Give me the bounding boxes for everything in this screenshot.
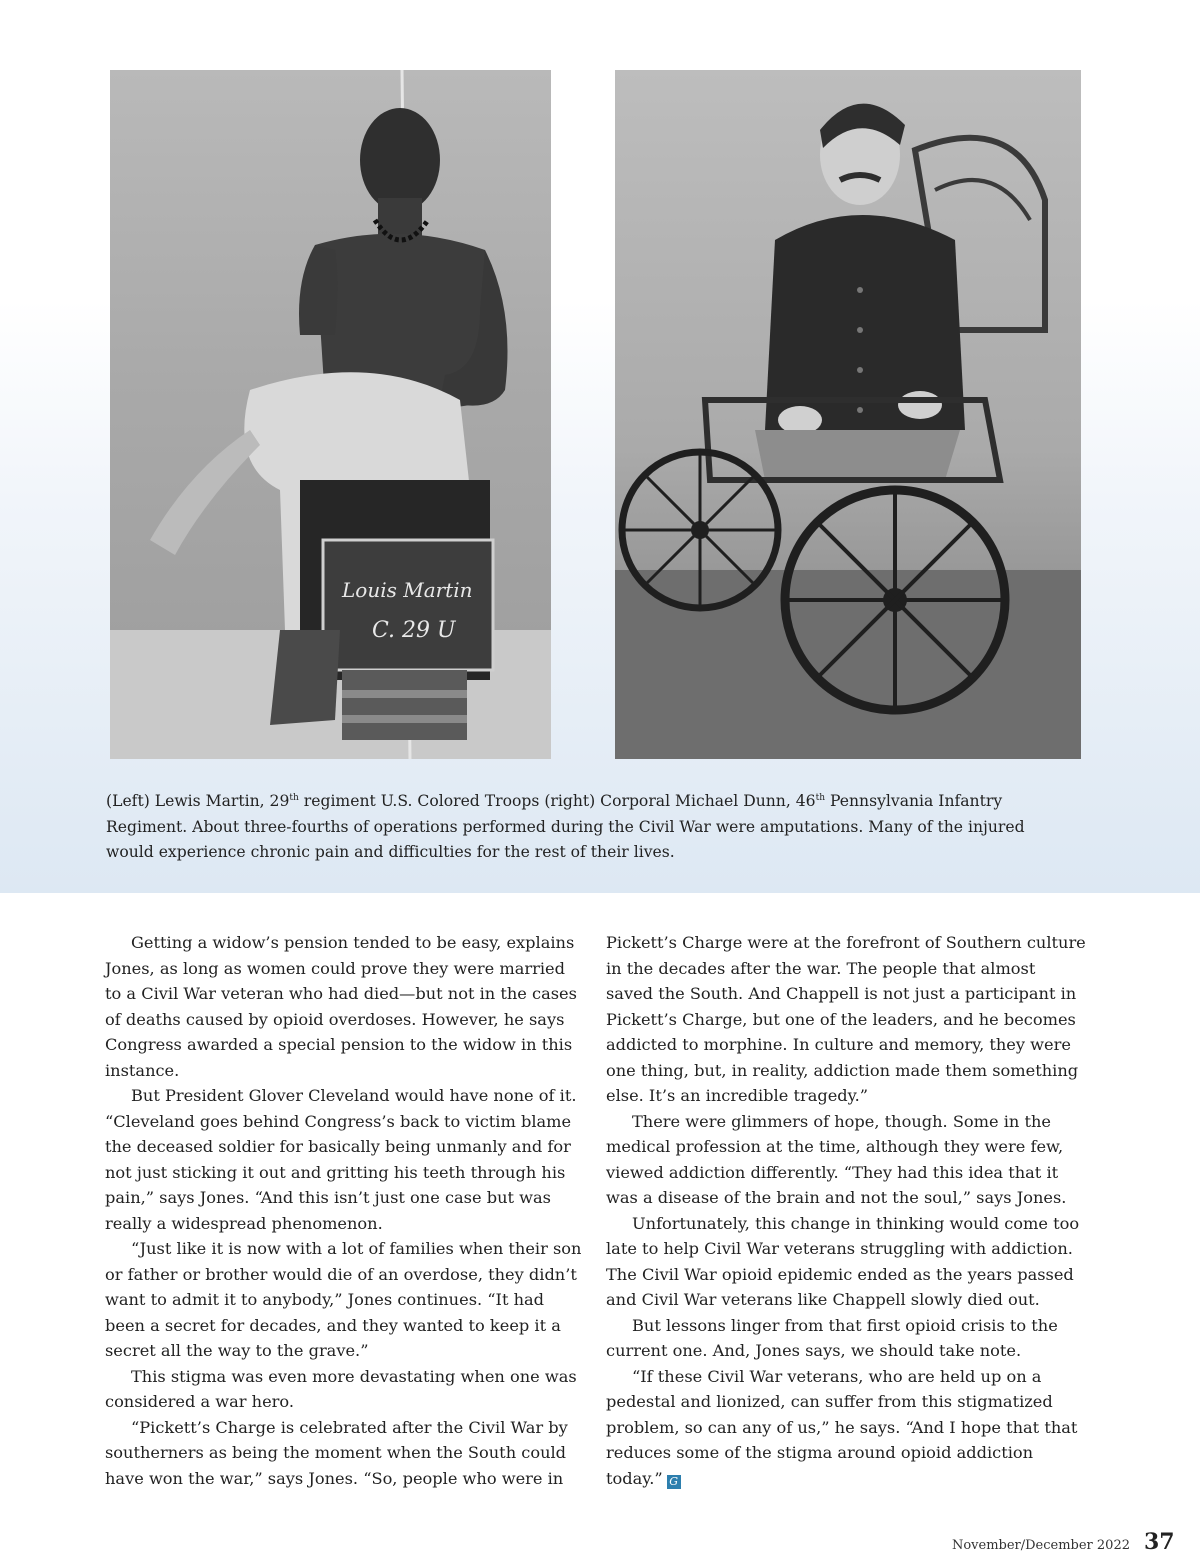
article-column-right	[606, 930, 1086, 1491]
article-paragraph: This stigma was even more devastating when one was considered a war hero.	[105, 1366, 577, 1411]
photo-caption	[106, 789, 1066, 866]
article-paragraph-continued: Pickett’s Charge were at the forefront of Southern culture in the decades after the war. The people that almost saved the South. And Chappell is not just a participant in Pickett’s Charge, but one of the leaders, and he becomes addicted to morphine. In culture and memory, they were one thing, but, in reality, addiction made them something else. It’s an incredible tragedy.”	[606, 933, 1086, 1105]
article-closing-paragraph	[606, 1364, 1086, 1492]
article-paragraph: Unfortunately, this change in thinking would come too late to help Civil War veterans struggling with addiction. The Civil War opioid epidemic ended as the years passed and Civil War veterans like Chappell slowly died out.	[606, 1213, 1080, 1309]
sign-text-line1: Louis Martin	[342, 578, 473, 602]
end-mark-icon: G	[667, 1475, 681, 1489]
caption-part3: Pennsylvania Infantry Regiment. About three-fourths of operations performed during the Civil War were amputations. Many of the injured would experience chronic pain and difficulties for the rest of their lives.	[106, 792, 1025, 861]
closing-text: “If these Civil War veterans, who are held up on a pedestal and lionized, can suffer from this stigmatized problem, so can any of us,” he says. “And I hope that that reduces some of the stigma around opioid addiction today.”	[606, 1366, 1078, 1488]
photo-lewis-martin	[110, 70, 551, 759]
article-paragraph: But President Glover Cleveland would have none of it. “Cleveland goes behind Congress’s back to victim blame the deceased soldier for basically being unmanly and for not just sticking it out and gritting his teeth through his pain,” says Jones. “And this isn’t just one case but was really a widespread phenomenon.	[105, 1086, 577, 1233]
photo-michael-dunn-illustration	[615, 70, 1081, 759]
article-column-left	[105, 930, 583, 1491]
sign-text-line2: C. 29 U	[372, 618, 456, 643]
issue-date: November/December 2022	[951, 1538, 1130, 1553]
article-paragraph: There were glimmers of hope, though. Some in the medical profession at the time, although they were few, viewed addiction differently. “They had this idea that it was a disease of the brain and not the soul,” says Jones.	[606, 1111, 1067, 1207]
article-paragraph: “Pickett’s Charge is celebrated after the Civil War by southerners as being the moment when the South could have won the war,” says Jones. “So, people who were in	[105, 1417, 568, 1488]
article-paragraph: Getting a widow’s pension tended to be easy, explains Jones, as long as women could prove they were married to a Civil War veteran who had died—but not in the cases of deaths caused by opioid overdoses. However, he says Congress awarded a special pension to the widow in this instance.	[105, 933, 577, 1080]
caption-part1: (Left) Lewis Martin, 29	[106, 792, 290, 810]
photo-michael-dunn	[615, 70, 1081, 759]
article-paragraph: “Just like it is now with a lot of families when their son or father or brother would die of an overdose, they didn’t want to admit it to anybody,” Jones continues. “It had been a secret for decades, and they wanted to keep it a secret all the way to the grave.”	[105, 1239, 582, 1360]
article-paragraph: But lessons linger from that first opioid crisis to the current one. And, Jones says, we should take note.	[606, 1315, 1058, 1360]
caption-superscript-1: th	[289, 792, 299, 803]
page-number: 37	[1144, 1529, 1175, 1555]
caption-superscript-2: th	[815, 792, 826, 803]
caption-part2: regiment U.S. Colored Troops (right) Corporal Michael Dunn, 46	[298, 792, 816, 810]
photo-lewis-martin-illustration	[110, 70, 551, 759]
